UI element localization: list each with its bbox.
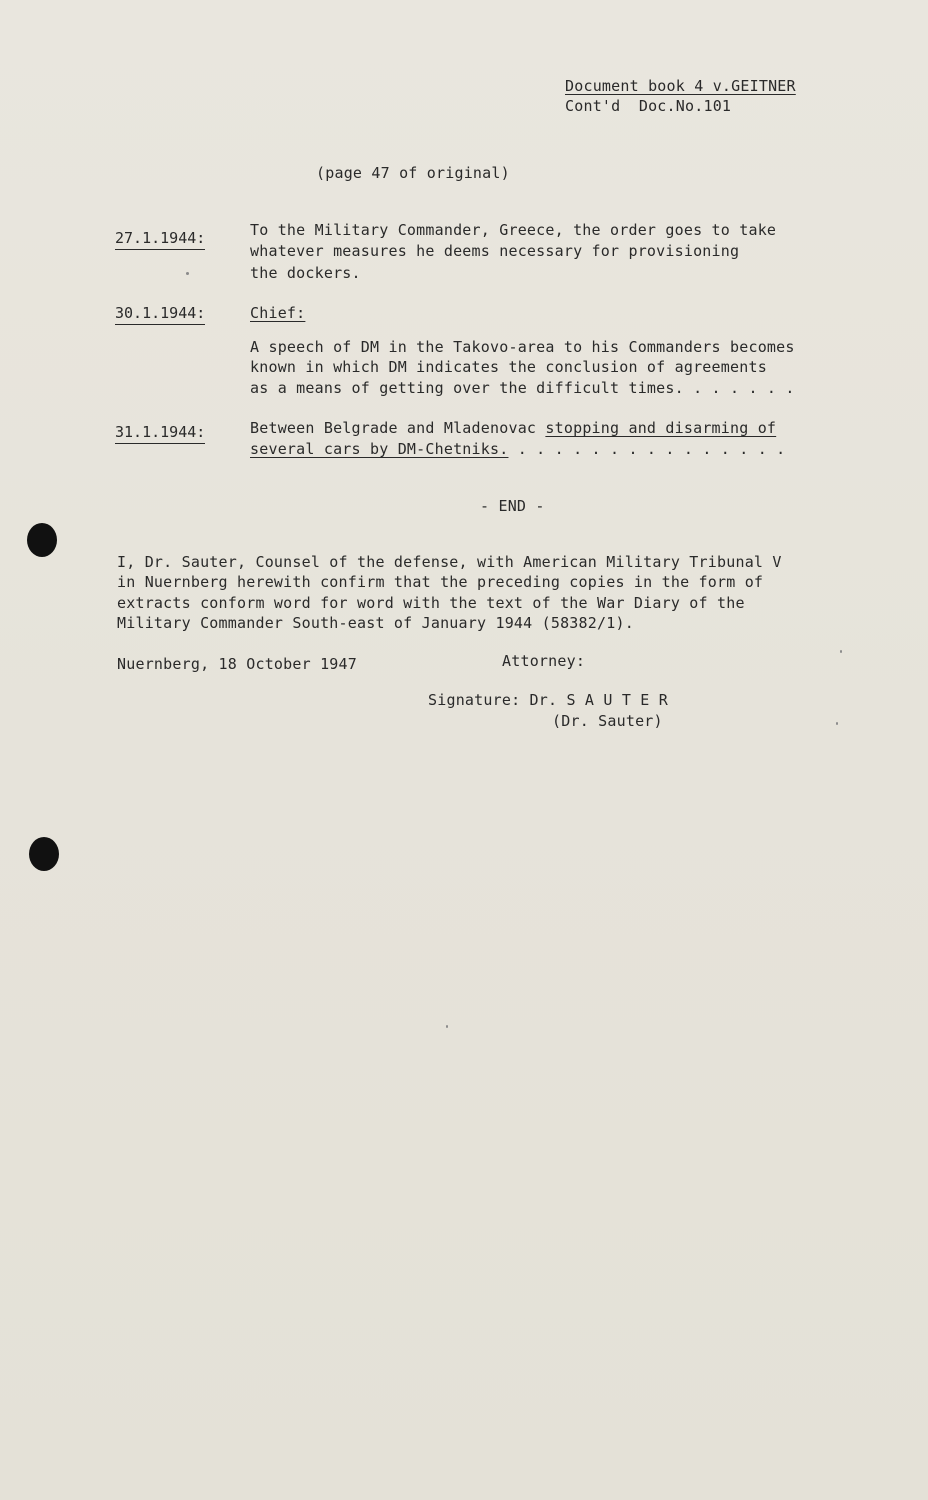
certification-line: I, Dr. Sauter, Counsel of the defense, with American Military Tribunal V bbox=[117, 553, 782, 571]
paper-speck bbox=[186, 272, 189, 275]
entry-text-plain: Between Belgrade and Mladenovac bbox=[250, 419, 546, 437]
paper-speck bbox=[840, 650, 842, 653]
page-reference: (page 47 of original) bbox=[316, 164, 510, 182]
entry-text-line: as a means of getting over the difficult times. . . . . . . bbox=[250, 379, 795, 397]
entry-text-line: known in which DM indicates the conclusion of agreements bbox=[250, 358, 767, 376]
certification-line: in Nuernberg herewith confirm that the preceding copies in the form of bbox=[117, 573, 764, 591]
entry-text-underlined: several cars by DM-Chetniks. bbox=[250, 440, 509, 458]
entry-date: 30.1.1944: bbox=[115, 303, 205, 325]
entry-text-line: whatever measures he deems necessary for provisioning bbox=[250, 242, 740, 260]
punch-hole-top bbox=[27, 523, 57, 557]
certification-line: extracts conform word for word with the text of the War Diary of the bbox=[117, 594, 745, 612]
end-mark: - END - bbox=[480, 497, 545, 515]
entry-text-line bbox=[250, 439, 785, 459]
punch-hole-bottom bbox=[29, 837, 59, 871]
entry-heading: Chief: bbox=[250, 304, 306, 322]
entry-text-line: the dockers. bbox=[250, 264, 361, 282]
certification-line: Military Commander South-east of January 1944 (58382/1). bbox=[117, 614, 634, 632]
entry-text-underlined: stopping and disarming of bbox=[545, 419, 777, 437]
signature-name: (Dr. Sauter) bbox=[552, 712, 663, 730]
entry-text-line bbox=[250, 418, 776, 438]
document-book-header: Document book 4 v.GEITNER bbox=[565, 77, 796, 95]
entry-text-line: A speech of DM in the Takovo-area to his Commanders becomes bbox=[250, 338, 795, 356]
paper-speck bbox=[446, 1025, 448, 1028]
signature-line: Signature: Dr. S A U T E R bbox=[428, 691, 668, 709]
document-number: Cont'd Doc.No.101 bbox=[565, 97, 732, 115]
paper-speck bbox=[836, 722, 838, 725]
entry-text-line: To the Military Commander, Greece, the order goes to take bbox=[250, 221, 777, 239]
place-date: Nuernberg, 18 October 1947 bbox=[117, 655, 357, 673]
entry-date: 27.1.1944: bbox=[115, 228, 205, 250]
entry-text-dots: . . . . . . . . . . . . . . . bbox=[508, 440, 786, 458]
attorney-label: Attorney: bbox=[502, 652, 586, 670]
entry-date: 31.1.1944: bbox=[115, 422, 205, 444]
